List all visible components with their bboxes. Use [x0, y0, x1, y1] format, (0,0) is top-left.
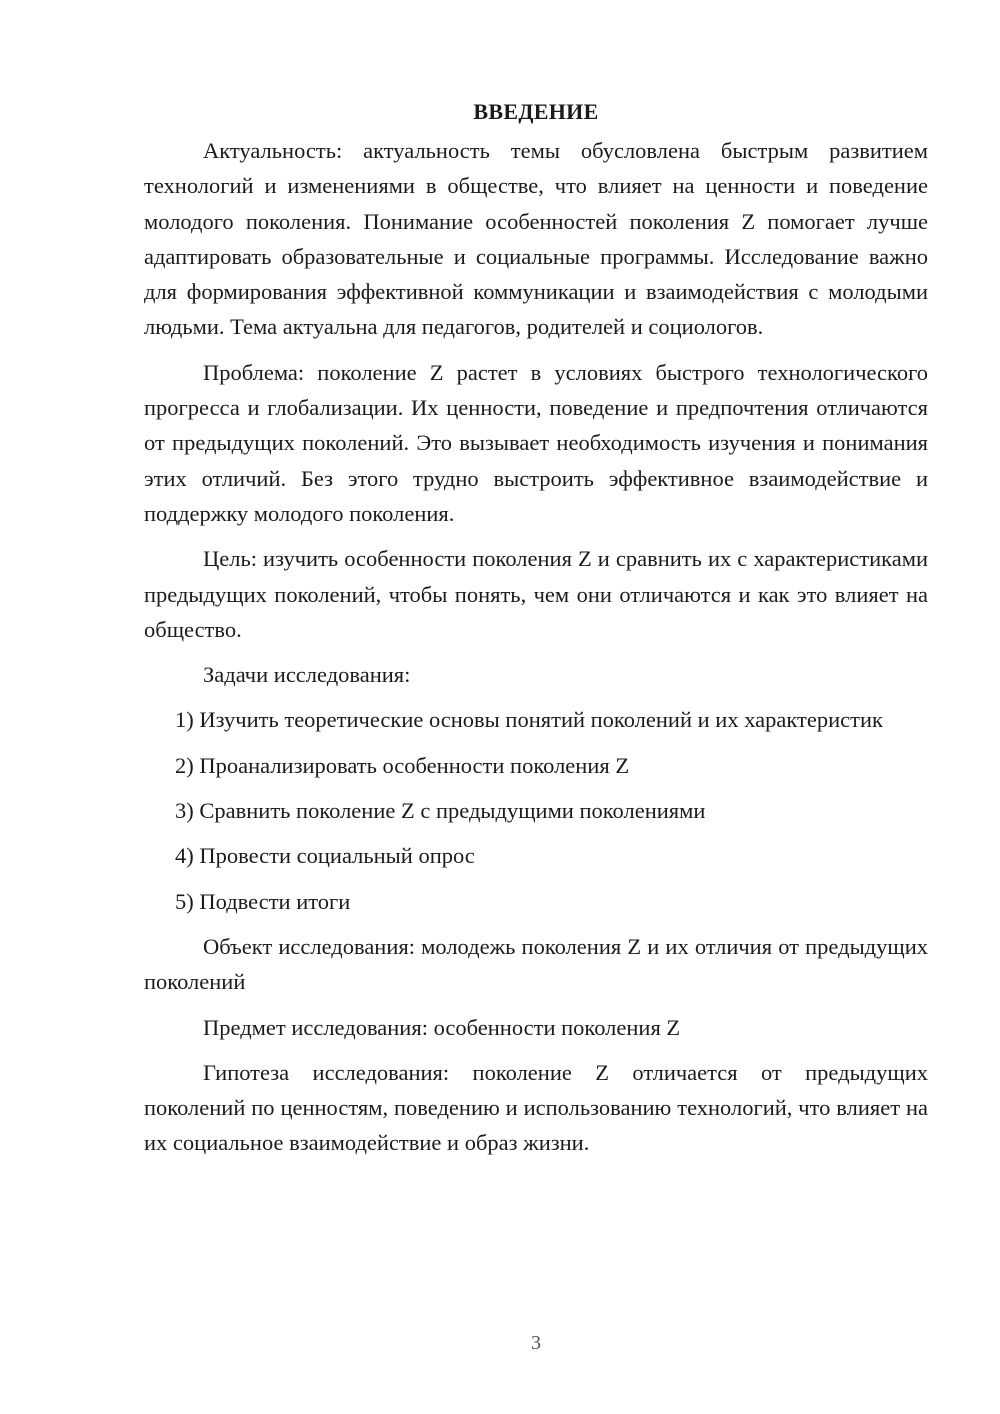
paragraph-subject: Предмет исследования: особенности поколения Z	[203, 1014, 681, 1040]
task-item-2: 2) Проанализировать особенности поколения Z	[175, 752, 630, 778]
section-title: ВВЕДЕНИЕ	[473, 99, 599, 124]
task-item-1: 1) Изучить теоретические основы понятий поколений и их характеристик	[175, 707, 883, 733]
tasks-list	[144, 702, 928, 918]
paragraph-goal: Цель: изучить особенности поколения Z и сравнить их с характеристиками предыдущих поколений, чтобы понять, чем они отличаются и как это влияет на общество.	[144, 546, 928, 642]
paragraph-problem: Проблема: поколение Z растет в условиях быстрого технологического прогресса и глобализации. Их ценности, поведение и предпочтения отличаются от предыдущих поколений. Это вызывает необходимость изучения и понимания этих отличий. Без этого трудно выстроить эффективное взаимодействие и поддержку молодого поколения.	[144, 359, 928, 526]
tasks-heading: Задачи исследования:	[203, 662, 411, 688]
task-item-4: 4) Провести социальный опрос	[175, 843, 475, 869]
page-number: 3	[531, 1332, 541, 1354]
paragraph-object: Объект исследования: молодежь поколения Z и их отличия от предыдущих поколений	[144, 933, 928, 995]
task-item-3: 3) Сравнить поколение Z с предыдущими поколениями	[175, 798, 706, 824]
document-page	[144, 94, 928, 1171]
task-item-5: 5) Подвести итоги	[175, 888, 351, 914]
paragraph-relevance: Актуальность: актуальность темы обусловлена быстрым развитием технологий и изменениями в обществе, что влияет на ценности и поведение молодого поколения. Понимание особенностей поколения Z помогает лучше адаптировать образовательные и социальные программы. Исследование важно для формирования эффективной коммуникации и взаимодействия с молодыми людьми. Тема актуальна для педагогов, родителей и социологов.	[144, 138, 928, 340]
paragraph-hypothesis: Гипотеза исследования: поколение Z отличается от предыдущих поколений по ценностям, поведению и использованию технологий, что влияет на их социальное взаимодействие и образ жизни.	[144, 1059, 928, 1156]
